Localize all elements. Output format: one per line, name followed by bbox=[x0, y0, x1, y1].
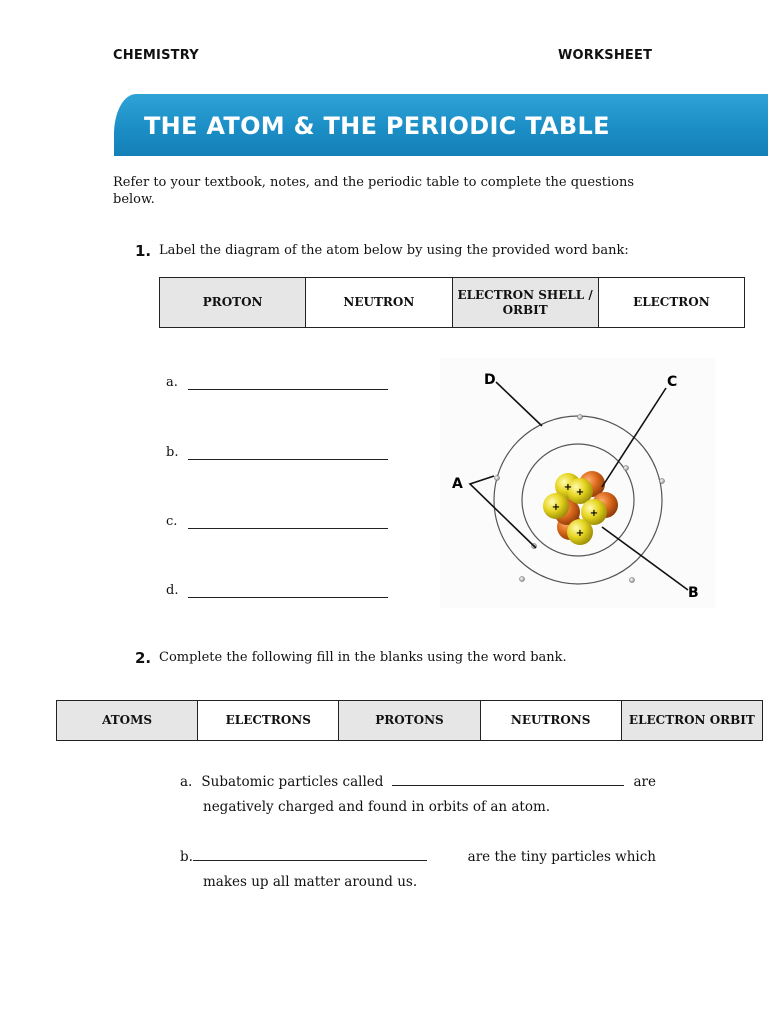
answer-line[interactable] bbox=[188, 516, 388, 529]
question-2-number: 2. bbox=[135, 649, 152, 667]
diagram-label-d: D bbox=[484, 372, 496, 388]
fill-item-a bbox=[180, 770, 656, 820]
word-bank-2-electron-orbit: ELECTRON ORBIT bbox=[621, 701, 762, 741]
fill-blank[interactable] bbox=[392, 771, 624, 786]
diagram-label-b: B bbox=[688, 585, 699, 601]
fill-item-label: a. bbox=[180, 774, 193, 790]
question-1-text: Label the diagram of the atom below by using the provided word bank: bbox=[159, 243, 629, 258]
question-2-text: Complete the following fill in the blanks using the word bank. bbox=[159, 650, 567, 665]
fill-item-continuation: makes up all matter around us. bbox=[203, 874, 418, 890]
answer-line[interactable] bbox=[188, 447, 388, 460]
diagram-label-c: C bbox=[667, 374, 678, 390]
fill-item-b bbox=[180, 845, 656, 895]
word-bank-1 bbox=[159, 277, 745, 328]
electron-1 bbox=[577, 414, 582, 419]
word-bank-2-protons: PROTONS bbox=[339, 701, 480, 741]
word-bank-1-proton: PROTON bbox=[160, 278, 306, 328]
blank-label: d. bbox=[166, 583, 179, 598]
blank-label: b. bbox=[166, 445, 179, 460]
blank-label: a. bbox=[166, 375, 178, 390]
fill-blank[interactable] bbox=[193, 846, 427, 861]
proton-charge: + bbox=[589, 508, 599, 519]
electron-2 bbox=[659, 478, 664, 483]
word-bank-1-neutron: NEUTRON bbox=[306, 278, 452, 328]
intro-text: Refer to your textbook, notes, and the periodic table to complete the questions below. bbox=[113, 175, 635, 207]
electron-4 bbox=[519, 576, 524, 581]
proton-charge: + bbox=[563, 482, 573, 493]
atom-diagram bbox=[440, 358, 715, 608]
answer-line[interactable] bbox=[188, 585, 388, 598]
title-banner bbox=[114, 94, 768, 156]
blank-label: c. bbox=[166, 514, 178, 529]
word-bank-2-neutrons: NEUTRONS bbox=[480, 701, 621, 741]
proton-charge: + bbox=[551, 502, 561, 513]
fill-item-label: b. bbox=[180, 849, 193, 865]
answer-blank-a[interactable] bbox=[166, 375, 388, 390]
answer-blank-b[interactable] bbox=[166, 445, 388, 460]
electron-5 bbox=[494, 475, 499, 480]
electron-6 bbox=[623, 465, 628, 470]
diagram-label-a: A bbox=[452, 476, 463, 492]
subject-label: CHEMISTRY bbox=[113, 48, 199, 63]
answer-blank-d[interactable] bbox=[166, 583, 388, 598]
word-bank-2-atoms: ATOMS bbox=[57, 701, 198, 741]
word-bank-1-electron: ELECTRON bbox=[598, 278, 744, 328]
word-bank-1-electron-shell: ELECTRON SHELL / ORBIT bbox=[452, 278, 598, 328]
fill-item-before: Subatomic particles called bbox=[201, 774, 384, 790]
proton-charge: + bbox=[575, 528, 585, 539]
proton-charge: + bbox=[575, 487, 585, 498]
fill-item-after: are bbox=[633, 774, 656, 790]
page-title: THE ATOM & THE PERIODIC TABLE bbox=[144, 112, 610, 140]
fill-item-after: are the tiny particles which bbox=[467, 849, 656, 865]
worksheet-label: WORKSHEET bbox=[558, 48, 653, 63]
electron-3 bbox=[629, 577, 634, 582]
word-bank-2-electrons: ELECTRONS bbox=[198, 701, 339, 741]
answer-blank-c[interactable] bbox=[166, 514, 388, 529]
answer-line[interactable] bbox=[188, 377, 388, 390]
word-bank-2 bbox=[56, 700, 763, 741]
fill-item-continuation: negatively charged and found in orbits of an atom. bbox=[203, 799, 551, 815]
question-1-number: 1. bbox=[135, 242, 152, 260]
